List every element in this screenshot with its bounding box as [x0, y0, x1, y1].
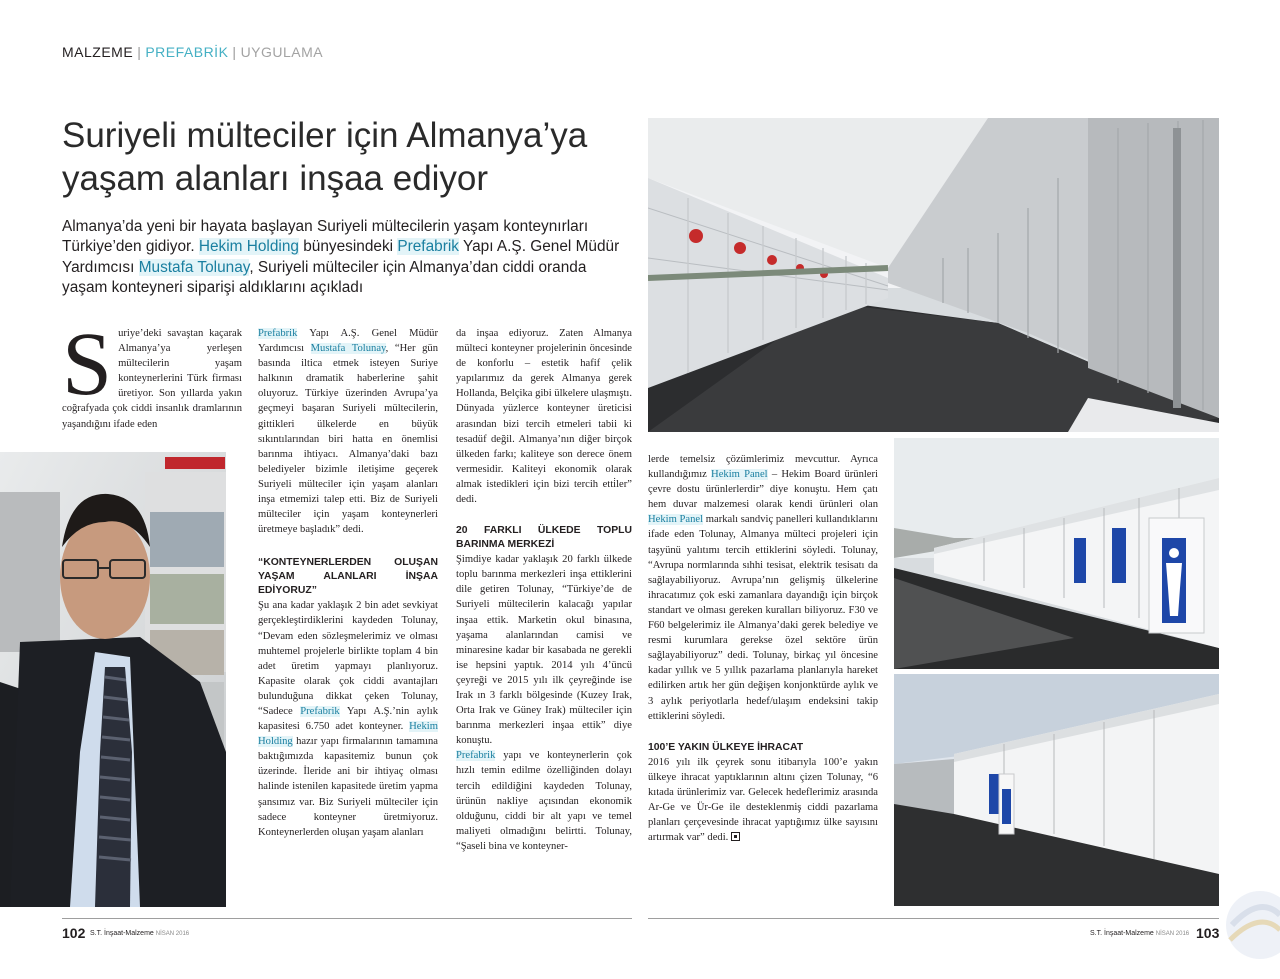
subheading-konteynerlerden: “KONTEYNERLERDEN OLUŞAN YAŞAM ALANLARI İNŞAA EDİYORUZ” [258, 557, 438, 597]
article-column-3 [456, 326, 632, 854]
column-3-paragraph: da inşaa ediyoruz. Zaten Almanya mülteci konteyner projelerinin öncesinde de konforlu – estetik hafif çelik yapılarımız da gerek Almanya gerek Hollanda, Belçika gibi ülkelere ulaşmıştı. Dünyada yüzlerce konteyner üreticisi arasından bizi tercih etmeleri tabii ki tesadüf değil. Almanya’nın diğer birçok ülkeden farkı; kaliteye son derece önem vermesidir. Kaliteyi ekonomik olarak almak istedikleri için bizi tercih etti̇ler” dedi. [456, 328, 632, 506]
drop-cap: S [62, 315, 113, 414]
highlight-prefabrik: Prefabrik [258, 328, 298, 339]
article-column-1 [62, 315, 242, 432]
page-number-left: 102 [62, 925, 86, 941]
column-4-paragraph [648, 452, 878, 724]
highlight-prefabrik: Prefabrik [300, 705, 340, 717]
column-2-text: hazır yapı firmalarının tamamına baktığımızda kapasitemiz bunun çok üzerinde. İleride ani bir ihtiyaç olması halinde istenilen kapasitede üretim yapma şansımız var. Biz Suriyeli mülteciler için sadece konteyner üretmiyoruz. Konteynerlerden oluşan yaşam alanları [258, 736, 438, 838]
section-category-uygulama: UYGULAMA [240, 44, 324, 60]
subheading-20-farkli-ulke: 20 FARKLI ÜLKEDE TOPLU BARINMA MERKEZİ [456, 525, 632, 551]
highlight-prefabrik: Prefabrik [397, 238, 459, 256]
article-column-4 [648, 452, 878, 845]
highlight-mustafa-tolunay: Mustafa Tolunay [138, 258, 250, 276]
section-separator: | [232, 44, 237, 60]
highlight-hekim-panel: Hekim Panel [648, 514, 704, 526]
column-2-paragraph [258, 598, 438, 840]
footer-rule-left [62, 918, 632, 919]
lead-text: Yapı A.Ş. Genel Müdür Yardımcısı [62, 238, 620, 276]
footer-publication-right [1090, 930, 1189, 937]
publication-name: S.T. İnşaat-Malzeme [1090, 930, 1154, 937]
section-category-malzeme: MALZEME [62, 44, 134, 60]
column-4-text: markalı sandviç panelleri kullandıklarını ifade eden Tolunay, Almanya mülteci projeleri için taşyünü yalıtımı tercih ettiklerini söyledi. Tolunay, “Avrupa normlarında sıhhi tesisat, elektrik tesisatı da sağlayabiliyoruz. Avrupa’nın gelişmiş ülkelerine ihracatımız çok eski zamanlara dayandığı için birçok standart ve olması gereken kuralları biliyoruz. F30 ve F60 belgelerimiz ile Almanya’daki gerek belediye ve resmi kurumlara gerekse özel sektöre ürün sağlayabiliyoruz” dedi. Tolunay, birkaç yıl öncesine kadar yıllık ve 5 yıllık pazarlama planlarıyla hareket edilirken artık her gün değişen konjonktürde aylık ve 3 aylık periyotlarla hedef/ulaşım endeksini takip ettiklerini söyledi. [648, 514, 878, 722]
portrait-photo [0, 452, 226, 907]
column-2-text: , “Her gün basında iltica etmek isteyen Suriye halkının dramatik haberlerine şahit oluyoruz. Türkiye üzerinden Avrupa’ya geçmeyi başaran Suriyeli mültecilerin, gittikleri ülkelerde en büyük sıkıntılarından biri hatta en önemlisi barınma ihtiyacı. Almanya’daki bazı belediyeler bizimle iletişime geçerek Suriyeli mülteciler için yaşam alanları inşa etmemizi talep etti. Biz de Suriyeli mülteciler için yaşam konteynerleri üretmeye başladık” dedi. [258, 343, 438, 536]
lead-text: bünyesindeki [298, 238, 398, 256]
article-lead [62, 217, 622, 299]
title-line-1: Suriyeli mülteciler için Almanya’ya [62, 116, 588, 155]
column-4-text: lerde temelsiz çözümlerimiz mevcuttur. Ayrıca kullandığımız [648, 454, 878, 481]
title-line-2: yaşam alanları inşaa ediyor [62, 159, 489, 198]
column-4-text: – Hekim Board ürünleri çevre dostu ürünlerlerdir” diye konuştu. Hem çatı hem duvar malzemesi olarak kendi ürünleri olan [648, 469, 878, 511]
column-2-text: Şu ana kadar yaklaşık 2 bin adet sevkiyat gerçekleştirdiklerini kaydeden Tolunay, “Devam eden sözleşmelerimiz ve olması muhtemel projelerle birlikte toplam 4 bin adet üretim yapmayı planlıyoruz. Kapasite olarak çok ciddi avantajları bulunduğuna dikkat çeken Tolunay, “Sadece [258, 600, 438, 717]
highlight-hekim-holding: Hekim Holding [258, 721, 438, 748]
article-end-icon [731, 832, 740, 841]
footer-publication-left [90, 930, 189, 937]
container-row-photo-1 [894, 438, 1219, 669]
column-2-text: Yapı A.Ş. Genel Müdür Yardımcısı [258, 328, 438, 355]
column-3-text: yapı ve konteynerlerin çok hızlı temin edilme özelliğinden dolayı tercih edildiğini kaydeden Tolunay, ürünün nakliye açısından ekonomik olduğunu, ciddi bir alt yapı ve temel maliyeti olmadığını belirtti. Tolunay, “Şaseli bina ve konteyner- [456, 750, 632, 852]
decorative-corner-logo [1222, 885, 1280, 974]
section-category-prefabrik: PREFABRİK [145, 44, 229, 60]
highlight-hekim-holding: Hekim Holding [198, 238, 299, 256]
footer-rule-right [648, 918, 1219, 919]
article-column-2 [258, 326, 438, 840]
subheading-ihracat: 100’E YAKIN ÜLKEYE İHRACAT [648, 741, 804, 753]
column-4-text: 2016 yılı ilk çeyrek sonu itibarıyla 100’e yakın ülkeye ihracat yaptıklarının altını çizen Tolunay, “6 kıtada ürünlerimiz var. Gelecek hedeflerimiz arasında Ar-Ge ve Ür-Ge ile desteklenmiş ciddi pazarlama planları çerçevesinde ihracat yaptığımız ülke sayısını artırmak var” dedi. [648, 756, 878, 844]
column-1-text: uriye’deki savaştan kaçarak Almanya’ya yerleşen mültecilerin yaşam konteynerlerini Türk firması üretiyor. Son yıllarda yakın coğrafyada çok ciddi insanlık dramlarının yaşandığını ifade eden [62, 328, 242, 430]
issue-date: NİSAN 2016 [155, 931, 190, 937]
section-separator: | [137, 44, 142, 60]
column-3-paragraph [456, 748, 632, 854]
section-header [62, 44, 323, 60]
article-title [62, 114, 642, 200]
column-2-text: Yapı A.Ş.’nin aylık kapasitesi 6.750 adet konteyner. [258, 705, 438, 733]
lead-text: , Suriyeli mülteciler için Almanya’dan ciddi oranda yaşam konteyneri siparişi aldıklarını açıkladı [62, 258, 587, 297]
column-4-paragraph [648, 755, 878, 846]
issue-date: NİSAN 2016 [1155, 931, 1190, 937]
container-row-photo-2 [894, 674, 1219, 906]
column-2-paragraph [258, 326, 438, 537]
publication-name: S.T. İnşaat-Malzeme [90, 930, 154, 937]
highlight-hekim-panel: Hekim Panel [711, 469, 768, 481]
highlight-mustafa-tolunay: Mustafa Tolunay [310, 343, 386, 355]
container-corridor-photo [648, 118, 1219, 432]
page-number-right: 103 [1196, 925, 1220, 941]
lead-text: Almanya’da yeni bir hayata başlayan Suriyeli mültecilerin yaşam konteynırları Türkiye’den gidiyor. [62, 218, 589, 256]
column-3-paragraph: Şimdiye kadar yaklaşık 20 farklı ülkede toplu barınma merkezleri inşa ettiklerini dile getiren Tolunay, “Türkiye’de de Suriyeli mültecilerin kalacağı yapılar inşaa ettik. Marketin okul binasına, yaşama alanlarından camisi ve minaresine kadar bir kasabada ne gerekli ise hepsini yaptık. 2014 yılı 4’üncü çeyreği ve 2015 yılı ilk çeyreğinde ise Irak ın 3 farklı bölgesinde (Kuzey Irak, Orta Irak ve Güney Irak) mülteciler için barınma merkezleri inşaa ettik” diye konuştu. [456, 554, 632, 747]
highlight-prefabrik: Prefabrik [456, 750, 496, 762]
